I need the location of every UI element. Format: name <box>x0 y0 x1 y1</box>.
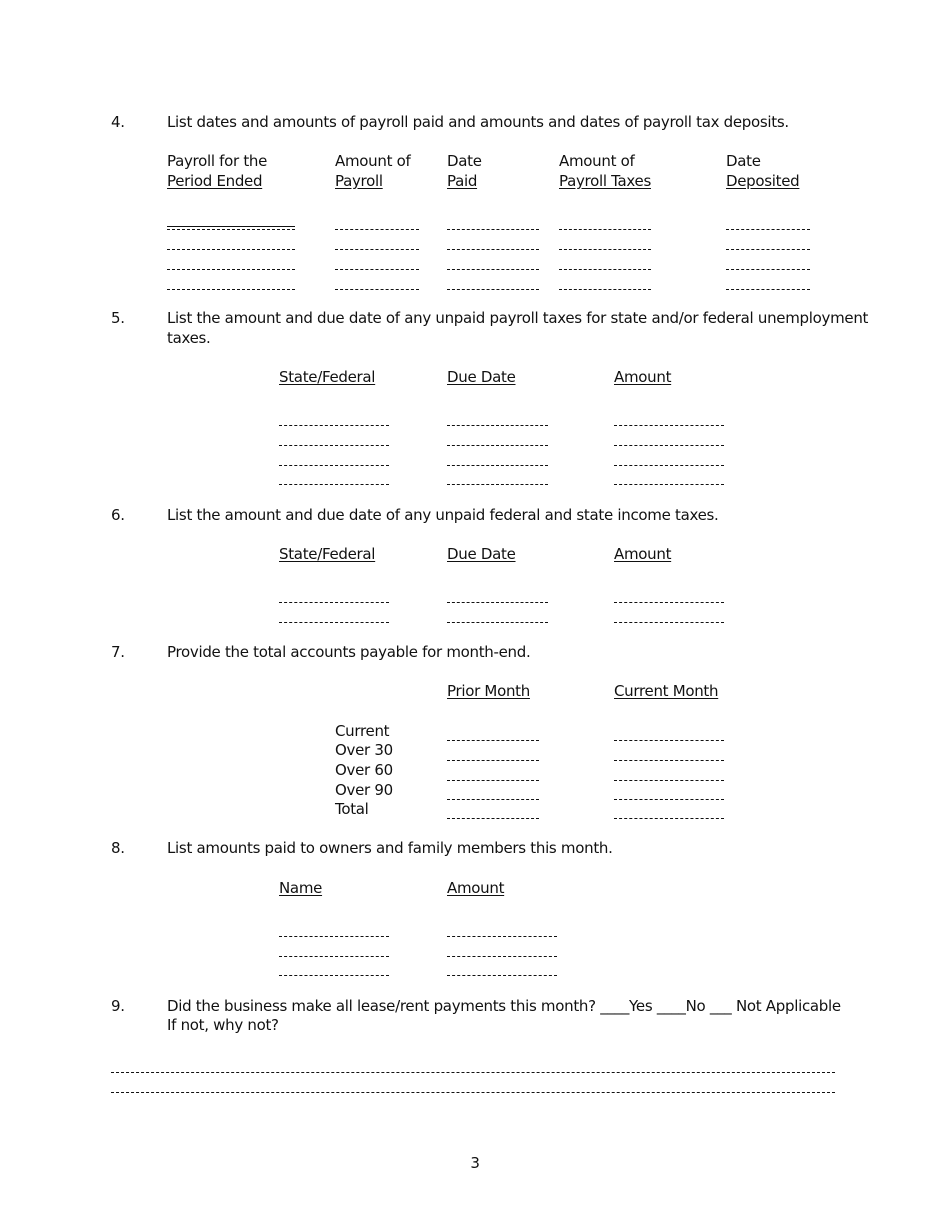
q4-blank[interactable] <box>447 249 539 250</box>
q6-blank[interactable] <box>279 602 389 603</box>
q4-blank[interactable] <box>559 229 651 230</box>
q4-header-payroll-line2: Payroll <box>335 172 383 190</box>
q7-current-month-blank[interactable] <box>614 760 724 761</box>
q4-blank[interactable] <box>167 229 295 230</box>
q7-header-prior-month: Prior Month <box>447 682 530 700</box>
q4-blank[interactable] <box>167 226 295 227</box>
q7-row-over-90: Over 90 <box>335 781 393 799</box>
q6-header-state-federal: State/Federal <box>279 545 376 563</box>
q8-blank[interactable] <box>279 936 389 937</box>
q4-header-period-line1: Payroll for the <box>167 152 268 170</box>
q5-blank[interactable] <box>614 484 724 485</box>
q7-current-month-blank[interactable] <box>614 799 724 800</box>
q6-blank[interactable] <box>614 602 724 603</box>
q4-blank[interactable] <box>335 229 419 230</box>
q5-blank[interactable] <box>614 425 724 426</box>
q5-blank[interactable] <box>447 445 548 446</box>
q4-blank[interactable] <box>447 229 539 230</box>
q6-blank[interactable] <box>447 622 548 623</box>
q4-blank[interactable] <box>335 289 419 290</box>
q9-answer-line[interactable] <box>111 1092 835 1093</box>
q7-row-over-30: Over 30 <box>335 741 393 759</box>
q5-blank[interactable] <box>447 484 548 485</box>
q7-row-over-60: Over 60 <box>335 761 393 779</box>
q6-header-amount: Amount <box>614 545 672 563</box>
q4-blank[interactable] <box>335 249 419 250</box>
q5-header-state-federal: State/Federal <box>279 368 376 386</box>
q8-blank[interactable] <box>447 936 557 937</box>
q4-text: List dates and amounts of payroll paid and amounts and dates of payroll tax deposits. <box>167 113 789 131</box>
q4-blank[interactable] <box>447 269 539 270</box>
q4-header-deposited-line1: Date <box>726 152 761 170</box>
q7-current-month-blank[interactable] <box>614 780 724 781</box>
q5-text-line1: List the amount and due date of any unpaid payroll taxes for state and/or federal unemployment <box>167 309 869 327</box>
q7-prior-month-blank[interactable] <box>447 780 539 781</box>
q8-blank[interactable] <box>447 956 557 957</box>
q7-prior-month-blank[interactable] <box>447 818 539 819</box>
q6-blank[interactable] <box>279 622 389 623</box>
q9-number: 9. <box>111 997 125 1015</box>
q4-blank[interactable] <box>447 289 539 290</box>
q9-answer-line[interactable] <box>111 1072 835 1073</box>
q7-row-total: Total <box>335 800 369 818</box>
q6-text: List the amount and due date of any unpaid federal and state income taxes. <box>167 506 719 524</box>
q7-current-month-blank[interactable] <box>614 818 724 819</box>
q5-header-amount: Amount <box>614 368 672 386</box>
q7-number: 7. <box>111 643 125 661</box>
q6-number: 6. <box>111 506 125 524</box>
q8-text: List amounts paid to owners and family members this month. <box>167 839 613 857</box>
q8-blank[interactable] <box>447 975 557 976</box>
q4-blank[interactable] <box>167 269 295 270</box>
q7-prior-month-blank[interactable] <box>447 799 539 800</box>
q7-row-current: Current <box>335 722 390 740</box>
q7-current-month-blank[interactable] <box>614 740 724 741</box>
q4-blank[interactable] <box>559 249 651 250</box>
q6-blank[interactable] <box>447 602 548 603</box>
q4-blank[interactable] <box>726 289 810 290</box>
page-number: 3 <box>470 1154 480 1172</box>
q4-blank[interactable] <box>726 249 810 250</box>
q4-blank[interactable] <box>335 269 419 270</box>
q4-header-datepaid-line1: Date <box>447 152 482 170</box>
q7-header-current-month: Current Month <box>614 682 719 700</box>
q8-header-amount: Amount <box>447 879 505 897</box>
q6-blank[interactable] <box>614 622 724 623</box>
q7-prior-month-blank[interactable] <box>447 760 539 761</box>
q5-blank[interactable] <box>279 465 389 466</box>
q5-blank[interactable] <box>279 425 389 426</box>
q5-header-due-date: Due Date <box>447 368 516 386</box>
q4-header-taxes-line2: Payroll Taxes <box>559 172 651 190</box>
q5-blank[interactable] <box>447 465 548 466</box>
q4-blank[interactable] <box>726 269 810 270</box>
q5-blank[interactable] <box>447 425 548 426</box>
q5-text-line2: taxes. <box>167 329 211 347</box>
q7-prior-month-blank[interactable] <box>447 740 539 741</box>
q4-number: 4. <box>111 113 125 131</box>
q5-blank[interactable] <box>279 445 389 446</box>
q4-header-payroll-line1: Amount of <box>335 152 411 170</box>
q7-text: Provide the total accounts payable for month-end. <box>167 643 531 661</box>
q9-text-line1: Did the business make all lease/rent payments this month? ____Yes ____No ___ Not Applicable <box>167 997 841 1015</box>
q5-blank[interactable] <box>614 465 724 466</box>
q5-blank[interactable] <box>279 484 389 485</box>
q4-header-deposited-line2: Deposited <box>726 172 800 190</box>
q8-number: 8. <box>111 839 125 857</box>
q4-blank[interactable] <box>167 249 295 250</box>
q8-blank[interactable] <box>279 956 389 957</box>
q4-header-datepaid-line2: Paid <box>447 172 478 190</box>
q4-blank[interactable] <box>559 269 651 270</box>
q5-blank[interactable] <box>614 445 724 446</box>
q6-header-due-date: Due Date <box>447 545 516 563</box>
q8-header-name: Name <box>279 879 323 897</box>
q5-number: 5. <box>111 309 125 327</box>
q4-blank[interactable] <box>726 229 810 230</box>
q4-blank[interactable] <box>167 289 295 290</box>
q8-blank[interactable] <box>279 975 389 976</box>
q4-header-taxes-line1: Amount of <box>559 152 635 170</box>
q4-header-period-line2: Period Ended <box>167 172 263 190</box>
q9-text-line2: If not, why not? <box>167 1016 279 1034</box>
q4-blank[interactable] <box>559 289 651 290</box>
